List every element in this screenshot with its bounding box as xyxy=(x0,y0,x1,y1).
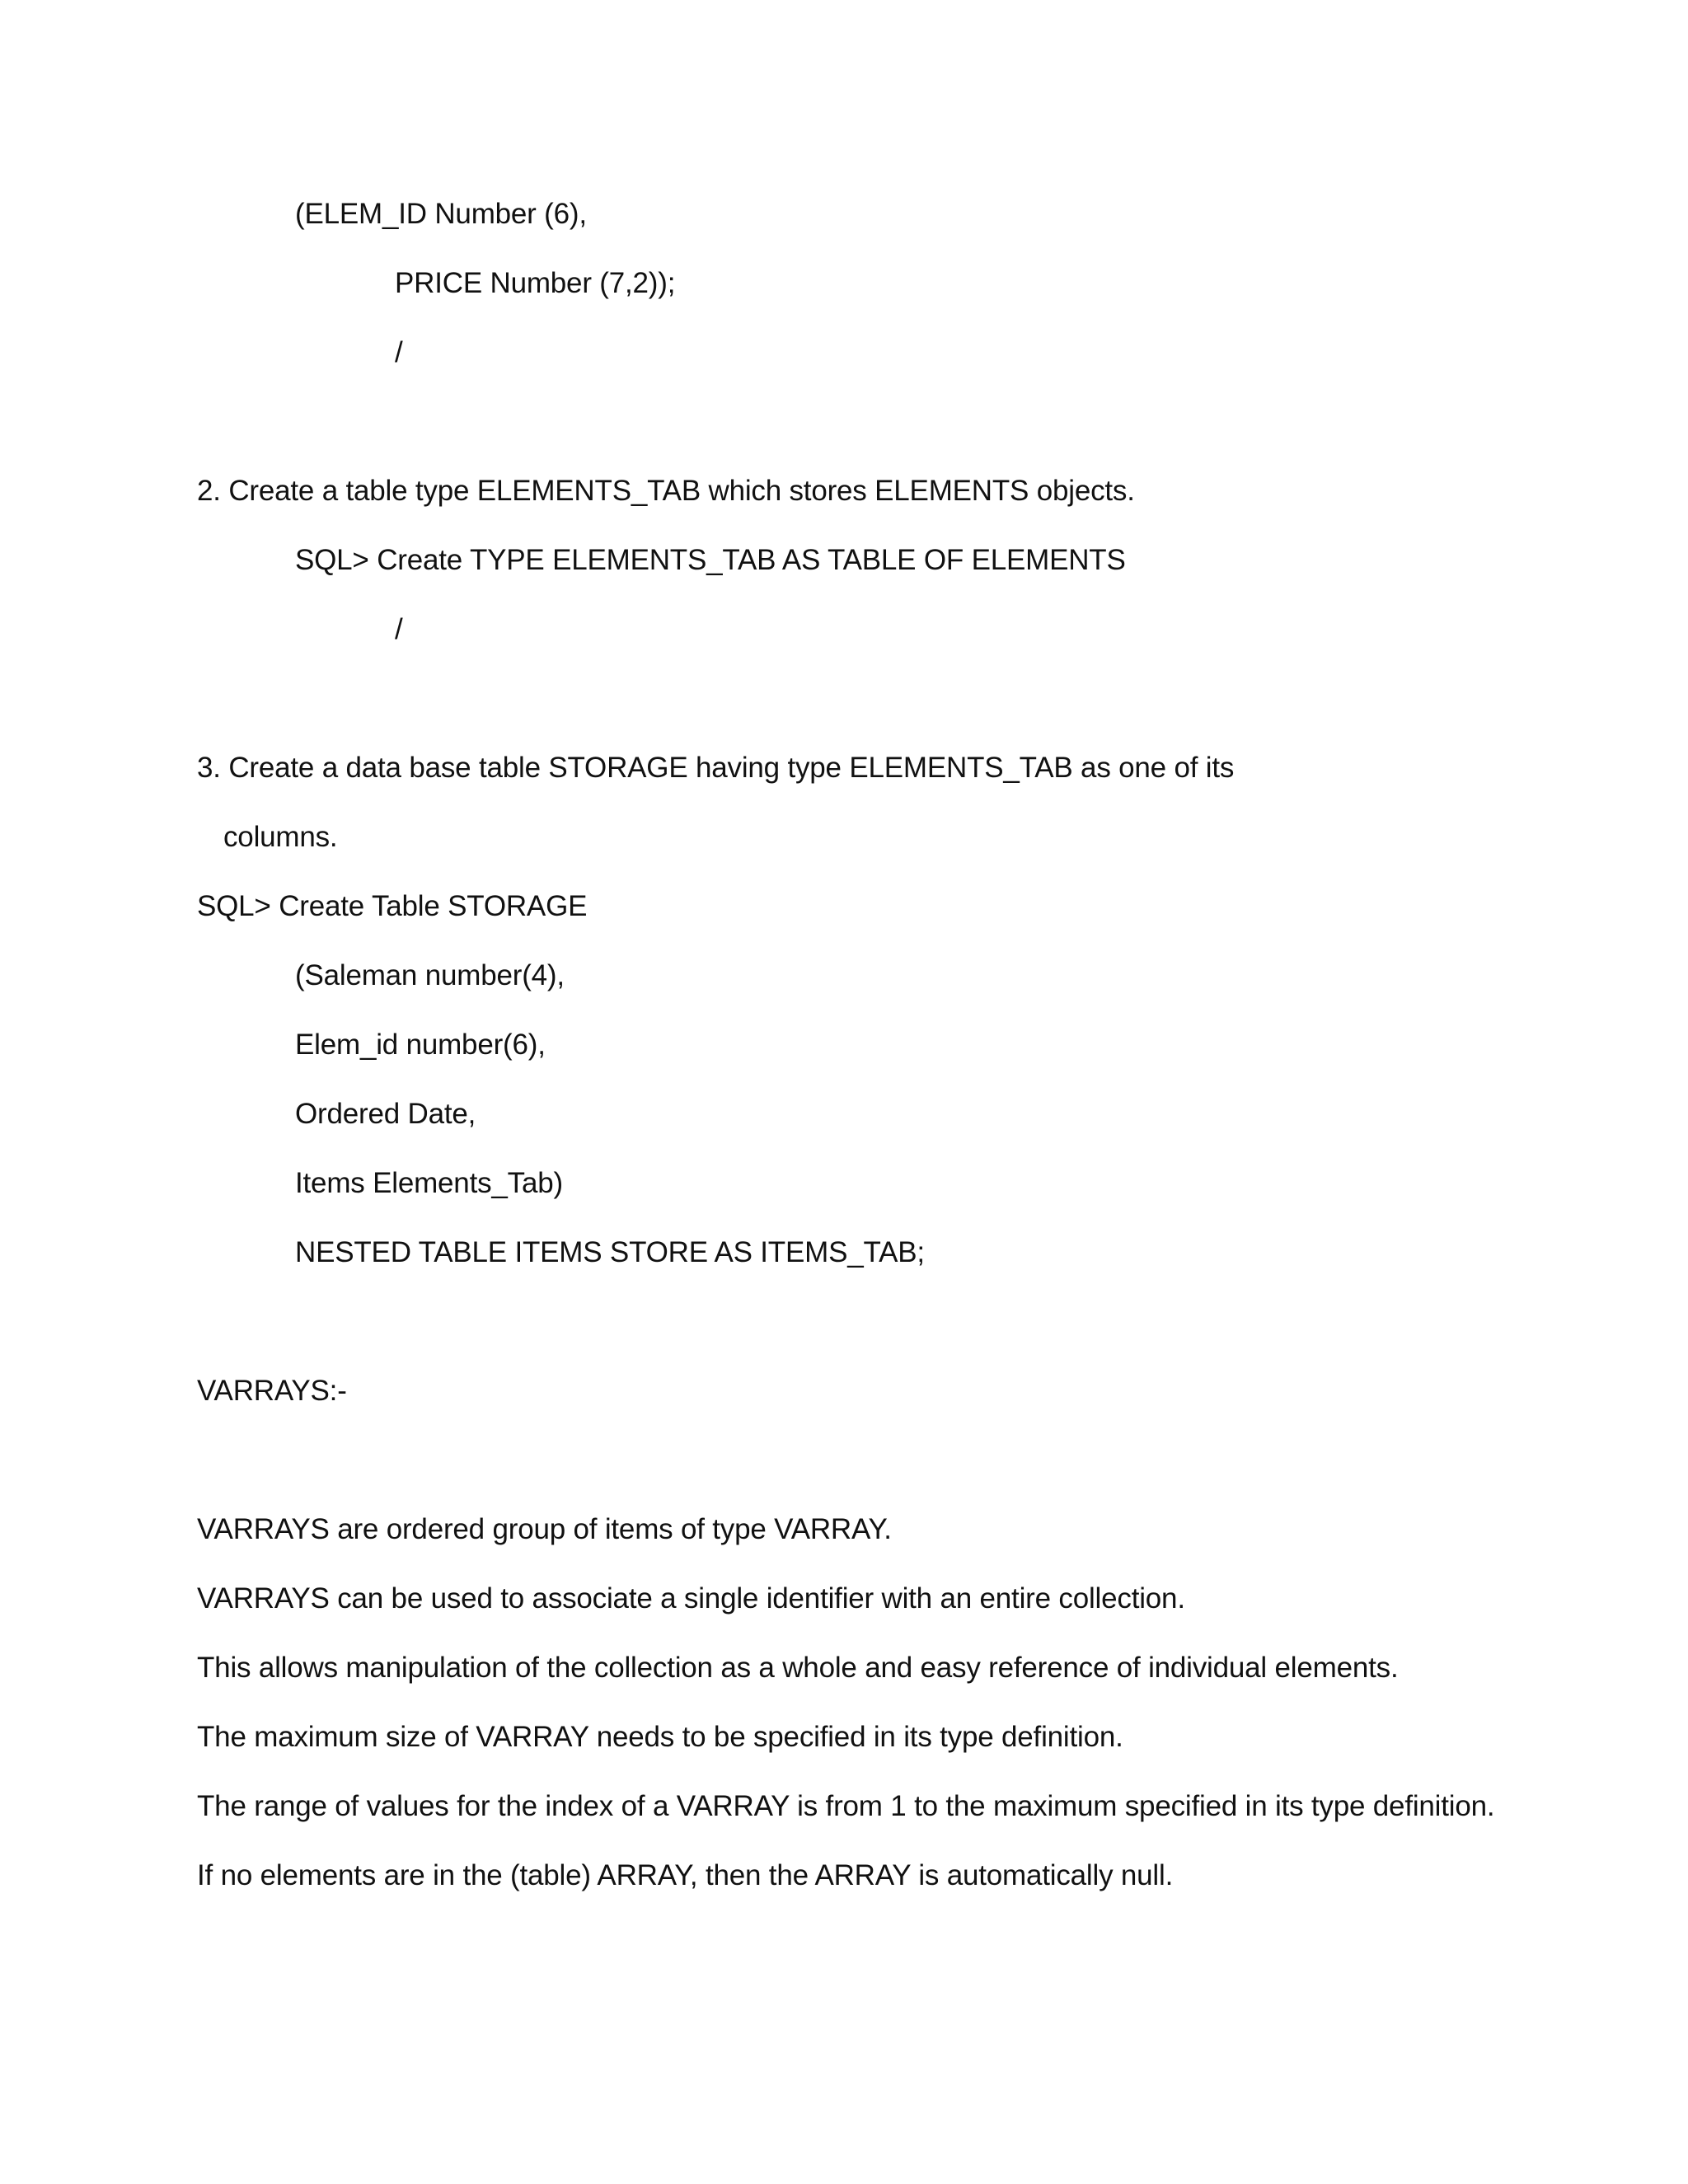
sql-column-elem-id: Elem_id number(6), xyxy=(295,1029,546,1061)
step-2-sql: SQL> Create TYPE ELEMENTS_TAB AS TABLE OF ELEMENTS xyxy=(295,544,1126,576)
sql-column-ordered: Ordered Date, xyxy=(295,1098,476,1130)
sql-column-saleman: (Saleman number(4), xyxy=(295,959,565,991)
sql-column-items: Items Elements_Tab) xyxy=(295,1167,563,1199)
code-line-price: PRICE Number (7,2)); xyxy=(395,267,676,299)
code-line-slash: / xyxy=(395,336,403,368)
varrays-paragraph: VARRAYS can be used to associate a single identifier with an entire collection. xyxy=(197,1582,1185,1615)
step-3-text: 3. Create a data base table STORAGE having type ELEMENTS_TAB as one of its xyxy=(197,752,1235,784)
step-3-sql: SQL> Create Table STORAGE xyxy=(197,890,588,922)
step-2-text: 2. Create a table type ELEMENTS_TAB which stores ELEMENTS objects. xyxy=(197,475,1135,507)
varrays-paragraph: If no elements are in the (table) ARRAY, then the ARRAY is automatically null. xyxy=(197,1859,1174,1891)
varrays-paragraph: The range of values for the index of a VARRAY is from 1 to the maximum specified in its type definition. xyxy=(197,1790,1495,1822)
code-line-elem-id: (ELEM_ID Number (6), xyxy=(295,198,587,230)
varrays-paragraph: VARRAYS are ordered group of items of type VARRAY. xyxy=(197,1513,892,1545)
varrays-paragraph: The maximum size of VARRAY needs to be specified in its type definition. xyxy=(197,1721,1123,1753)
varrays-heading: VARRAYS:- xyxy=(197,1375,347,1407)
varrays-paragraph: This allows manipulation of the collection as a whole and easy reference of individual elements. xyxy=(197,1652,1399,1684)
step-3-text-continued: columns. xyxy=(223,821,338,853)
sql-nested-table-clause: NESTED TABLE ITEMS STORE AS ITEMS_TAB; xyxy=(295,1236,925,1268)
step-2-slash: / xyxy=(395,613,403,645)
